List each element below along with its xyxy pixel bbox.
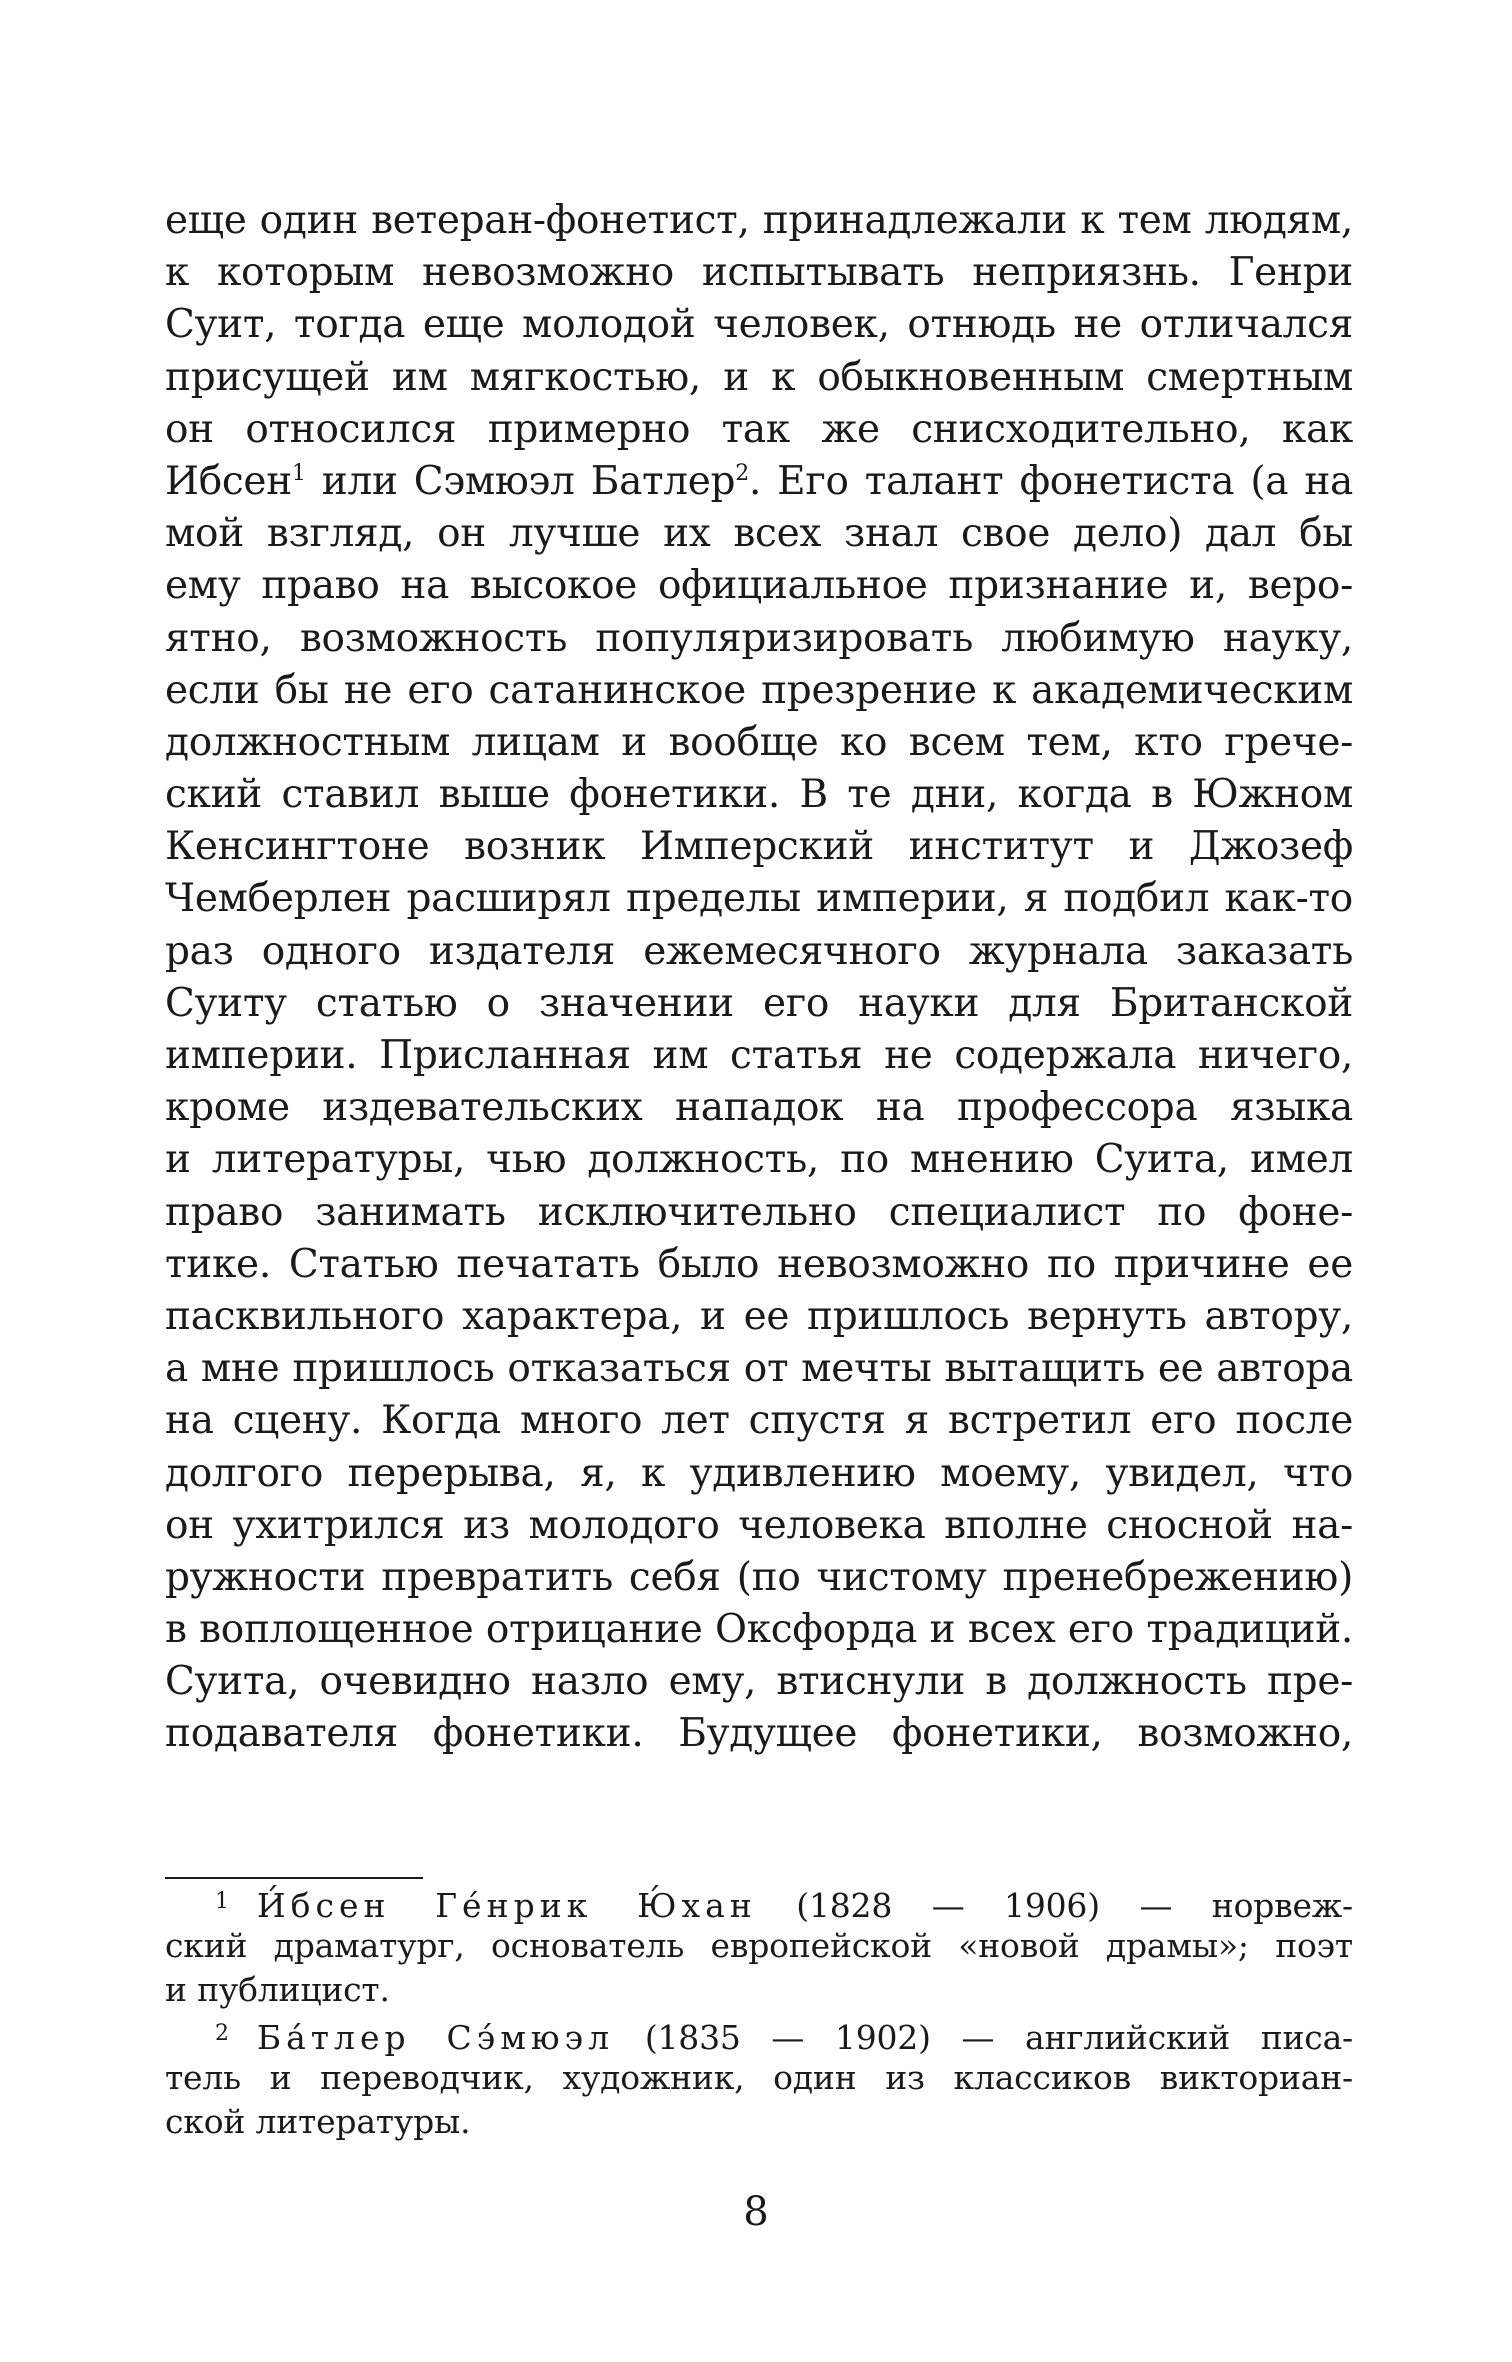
text-line: на сцену. Когда много лет спустя я встретил его после: [165, 1398, 1353, 1444]
footnotes: [165, 1880, 1353, 2144]
footnote-1-line: и публицист.: [165, 1970, 390, 2009]
footnote-2-line: тель и переводчик, художник, один из классиков викториан-: [165, 2058, 1353, 2097]
text-line: ский ставил выше фонетики. В те дни, когда в Южном: [165, 772, 1353, 818]
text-line: к которым невозможно испытывать неприязнь. Генри: [165, 250, 1353, 296]
text-line: подавателя фонетики. Будущее фонетики, возможно,: [165, 1711, 1353, 1757]
footnote-divider: [165, 1877, 423, 1879]
text-line: раз одного издателя ежемесячного журнала заказать: [165, 928, 1353, 974]
text-line: а мне пришлось отказаться от мечты вытащить ее автора: [165, 1346, 1353, 1392]
text-line: пасквильного характера, и ее пришлось вернуть автору,: [165, 1293, 1353, 1339]
text-line: Чемберлен расширял пределы империи, я подбил как-то: [165, 876, 1353, 922]
text-line: еще один ветеран-фонетист, принадлежали к тем людям,: [165, 198, 1353, 243]
text-line: Суиту статью о значении его науки для Британской: [165, 980, 1353, 1026]
page-number: 8: [743, 2189, 769, 2235]
footnote-1-line: [165, 1880, 1353, 1924]
footnote-2-number: 2: [215, 2021, 229, 2046]
text-line: должностным лицам и вообще ко всем тем, кто грече-: [165, 719, 1353, 765]
text-line: Суита, очевидно назло ему, втиснули в должность пре-: [165, 1659, 1353, 1705]
text-fragment: или Сэмюэл Батлер: [305, 458, 736, 504]
text-line: тике. Статью печатать было невозможно по причине ее: [165, 1241, 1353, 1287]
text-line: мой взгляд, он лучше их всех знал свое дело) дал бы: [165, 511, 1353, 557]
footnote-1-name: И́бсен Ге́нрик Ю́хан: [256, 1886, 757, 1925]
text-line: долгого перерыва, я, к удивлению моему, увидел, что: [165, 1450, 1353, 1496]
footnote-2-line: ской литературы.: [165, 2102, 471, 2141]
text-line: право занимать исключительно специалист по фоне-: [165, 1189, 1353, 1235]
footnote-1-line: ский драматург, основатель европейской «новой драмы»; поэт: [165, 1926, 1353, 1965]
main-text: [165, 195, 1353, 1761]
text-line: если бы не его сатанинское презрение к академическим: [165, 667, 1353, 713]
text-line: он относился примерно так же снисходительно, как: [165, 406, 1353, 452]
footnote-ref-1: 1: [291, 460, 306, 486]
text-line: ятно, возможность популяризировать любимую науку,: [165, 615, 1353, 661]
footnote-2-text: (1835 — 1902) — английский писа-: [614, 2018, 1353, 2057]
text-line: ему право на высокое официальное признание и, веро-: [165, 563, 1353, 609]
text-line: империи. Присланная им статья не содержала ничего,: [165, 1033, 1353, 1078]
text-line: Суит, тогда еще молодой человек, отнюдь не отличался: [165, 302, 1353, 348]
text-line: в воплощенное отрицание Оксфорда и всех его традиций.: [165, 1607, 1353, 1653]
text-line: Кенсингтоне возник Имперский институт и Джозеф: [165, 824, 1353, 870]
footnote-2-name: Ба́тлер Сэ́мюэл: [256, 2018, 615, 2057]
text-line: и литературы, чью должность, по мнению Суита, имел: [165, 1137, 1353, 1183]
text-line: кроме издевательских нападок на профессора языка: [165, 1085, 1353, 1131]
text-fragment: . Его талант фонетиста (а на: [748, 458, 1353, 504]
footnote-ref-2: 2: [735, 460, 749, 486]
footnote-2-line: [165, 2012, 1353, 2056]
text-line: присущей им мягкостью, и к обыкновенным смертным: [165, 354, 1353, 400]
footnote-1-text: (1828 — 1906) — норвеж-: [756, 1886, 1353, 1925]
text-line-with-footnote-refs: [165, 456, 1353, 508]
footnote-1-number: 1: [215, 1889, 229, 1914]
text-line: ружности превратить себя (по чистому пренебрежению): [165, 1554, 1353, 1600]
text-fragment: Ибсен: [165, 458, 292, 504]
text-line: он ухитрился из молодого человека вполне сносной на-: [165, 1502, 1353, 1548]
